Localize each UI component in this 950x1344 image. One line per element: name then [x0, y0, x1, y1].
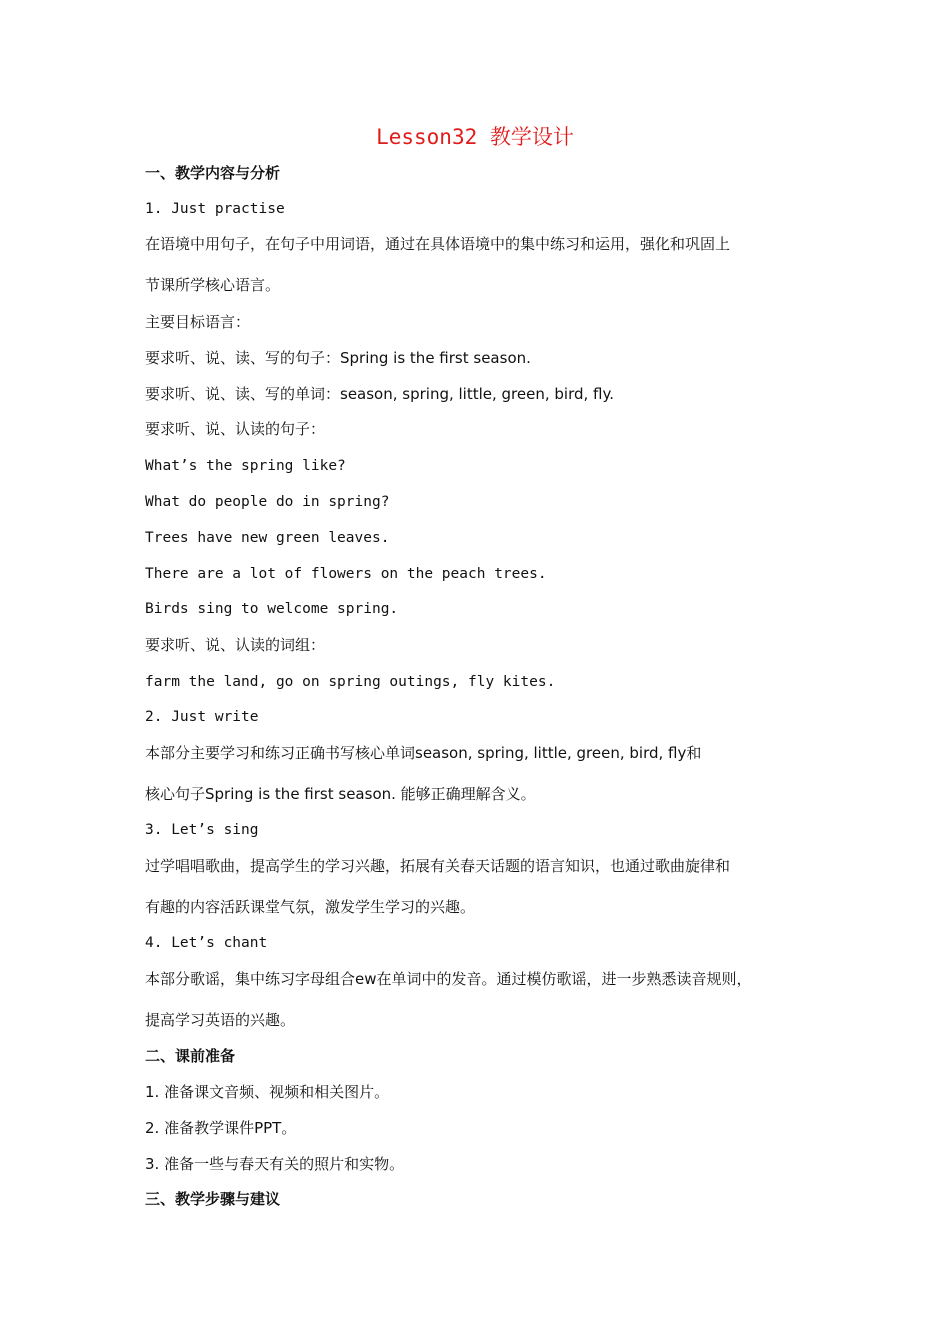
- paragraph-line: 提高学习英语的兴趣。: [145, 1011, 296, 1029]
- sentence-line: What’s the spring like?: [145, 458, 346, 474]
- subsection-label: 2. Just write: [145, 709, 259, 725]
- subsection-label: 4. Let’s chant: [145, 935, 268, 951]
- page-title: Lesson32 教学设计: [376, 125, 574, 149]
- paragraph-line: 在语境中用句子，在句子中用词语，通过在具体语境中的集中练习和运用，强化和巩固上: [145, 235, 731, 253]
- sentence-line: There are a lot of flowers on the peach trees.: [145, 566, 547, 582]
- paragraph-line: 主要目标语言：: [145, 313, 251, 331]
- section-heading: 一、教学内容与分析: [145, 164, 281, 182]
- sentence-line: Trees have new green leaves.: [145, 530, 390, 546]
- paragraph-line: 节课所学核心语言。: [145, 276, 281, 294]
- paragraph-line: 要求听、说、认读的句子：: [145, 420, 326, 438]
- paragraph-line: 本部分主要学习和练习正确书写核心单词season, spring, little, green, bird, fly和: [145, 744, 702, 762]
- section-heading: 二、课前准备: [145, 1047, 236, 1065]
- paragraph-line: 要求听、说、读、写的句子：Spring is the first season.: [145, 349, 531, 367]
- sentence-line: farm the land, go on spring outings, fly kites.: [145, 674, 556, 690]
- paragraph-line: 有趣的内容活跃课堂气氛，激发学生学习的兴趣。: [145, 898, 476, 916]
- subsection-label: 3. Let’s sing: [145, 822, 259, 838]
- section-heading: 三、教学步骤与建议: [145, 1190, 281, 1208]
- list-item: 1. 准备课文音频、视频和相关图片。: [145, 1083, 390, 1101]
- paragraph-line: 要求听、说、读、写的单词：season, spring, little, green, bird, fly.: [145, 385, 615, 403]
- sentence-line: What do people do in spring?: [145, 494, 390, 510]
- paragraph-line: 要求听、说、认读的词组：: [145, 636, 326, 654]
- sentence-line: Birds sing to welcome spring.: [145, 601, 399, 617]
- paragraph-line: 本部分歌谣，集中练习字母组合ew在单词中的发音。通过模仿歌谣，进一步熟悉读音规则，: [145, 970, 752, 988]
- list-item: 3. 准备一些与春天有关的照片和实物。: [145, 1155, 405, 1173]
- list-item: 2. 准备教学课件PPT。: [145, 1119, 297, 1137]
- paragraph-line: 核心句子Spring is the first season. 能够正确理解含义。: [145, 785, 536, 803]
- subsection-label: 1. Just practise: [145, 201, 285, 217]
- paragraph-line: 过学唱唱歌曲，提高学生的学习兴趣，拓展有关春天话题的语言知识，也通过歌曲旋律和: [145, 857, 731, 875]
